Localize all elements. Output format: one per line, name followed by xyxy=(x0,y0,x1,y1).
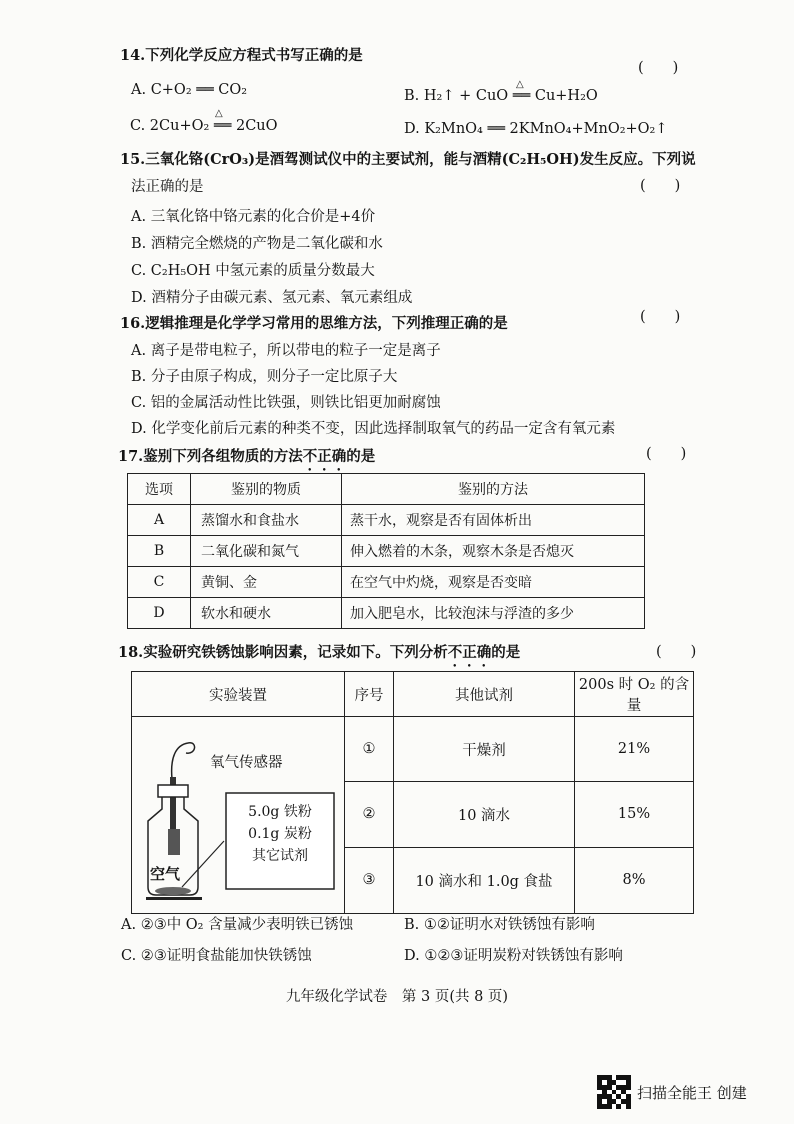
q14-option-a: A. C+O₂ ══ CO₂ xyxy=(131,82,248,98)
q15-stem-line1: 15.三氧化铬(CrO₃)是酒驾测试仪中的主要试剂，能与酒精(C₂H₅OH)发生反应。下列说 xyxy=(120,151,696,168)
table-row xyxy=(132,717,694,782)
q17-row-d-option: D xyxy=(128,598,191,629)
q17-header-option: 选项 xyxy=(128,474,191,505)
table-row xyxy=(128,505,645,536)
reagent-iron: 5.0g 铁粉 xyxy=(248,804,312,820)
scanner-watermark xyxy=(597,1075,747,1109)
q18-table xyxy=(131,671,694,914)
q17-bracket: ( ) xyxy=(646,446,687,462)
q18-header-apparatus: 实验装置 xyxy=(132,672,345,717)
q17-row-c-option: C xyxy=(128,567,191,598)
reagent-carbon: 0.1g 炭粉 xyxy=(248,826,312,842)
q17-stem-post: 的是 xyxy=(346,448,376,465)
q15-option-a: A. 三氧化铬中铬元素的化合价是+4价 xyxy=(131,209,376,225)
q18-row3-reagent: 10 滴水和 1.0g 食盐 xyxy=(394,847,575,913)
scanner-text: 扫描全能王 创建 xyxy=(637,1083,747,1102)
q17-row-b-substances: 二氧化碳和氮气 xyxy=(191,536,342,567)
q18-row2-number: ② xyxy=(345,782,394,847)
q17-row-a-substances: 蒸馏水和食盐水 xyxy=(191,505,342,536)
q18-header-reagent: 其他试剂 xyxy=(394,672,575,717)
q15-bracket: ( ) xyxy=(640,178,681,194)
q18-row1-o2: 21% xyxy=(575,717,694,782)
q18-bracket: ( ) xyxy=(656,644,697,660)
q18-apparatus-cell xyxy=(132,717,345,914)
q16-option-a: A. 离子是带电粒子，所以带电的粒子一定是离子 xyxy=(131,343,441,359)
q17-row-a-option: A xyxy=(128,505,191,536)
table-row xyxy=(128,536,645,567)
q15-option-b: B. 酒精完全燃烧的产物是二氧化碳和水 xyxy=(131,236,383,252)
q17-header-substances: 鉴别的物质 xyxy=(191,474,342,505)
q18-table-header xyxy=(132,672,694,717)
q17-row-d-method: 加入肥皂水，比较泡沫与浮渣的多少 xyxy=(342,598,645,629)
q18-stem-pre: 18.实验研究铁锈蚀影响因素，记录如下。下列分析 xyxy=(118,644,448,661)
q15-option-c: C. C₂H₅OH 中氢元素的质量分数最大 xyxy=(131,263,375,279)
q18-option-a: A. ②③中 O₂ 含量减少表明铁已锈蚀 xyxy=(121,917,354,933)
q18-option-b: B. ①②证明水对铁锈蚀有影响 xyxy=(404,917,595,933)
q17-row-c-method: 在空气中灼烧，观察是否变暗 xyxy=(342,567,645,598)
q18-header-number: 序号 xyxy=(345,672,394,717)
q17-table xyxy=(127,473,645,629)
q16-stem: 16.逻辑推理是化学学习常用的思维方法，下列推理正确的是 xyxy=(120,315,508,332)
q16-option-b: B. 分子由原子构成，则分子一定比原子大 xyxy=(131,369,398,385)
q14-stem: 14.下列化学反应方程式书写正确的是 xyxy=(120,47,363,64)
reagent-other: 其它试剂 xyxy=(252,848,308,864)
q14-option-c: C. 2Cu+O₂ ══ 2CuO xyxy=(130,118,278,134)
q18-stem-emphasis: 不正确 xyxy=(447,644,492,661)
q18-stem xyxy=(118,641,520,670)
q18-option-c: C. ②③证明食盐能加快铁锈蚀 xyxy=(121,948,312,964)
q17-row-a-method: 蒸干水，观察是否有固体析出 xyxy=(342,505,645,536)
q14-delta-c: △ xyxy=(215,108,223,119)
q14-option-b: B. H₂↑ + CuO ══ Cu+H₂O xyxy=(404,88,598,104)
air-label: 空气 xyxy=(150,865,181,883)
q14-option-d: D. K₂MnO₄ ══ 2KMnO₄+MnO₂+O₂↑ xyxy=(404,121,668,137)
q14-delta-b: △ xyxy=(516,79,524,90)
q18-stem-post: 的是 xyxy=(491,644,521,661)
q17-stem xyxy=(118,445,375,474)
q17-row-b-method: 伸入燃着的木条，观察木条是否熄灭 xyxy=(342,536,645,567)
reagent-box xyxy=(226,801,334,867)
q18-row1-reagent: 干燥剂 xyxy=(394,717,575,782)
table-row xyxy=(128,598,645,629)
q16-option-c: C. 铝的金属活动性比铁强，则铁比铝更加耐腐蚀 xyxy=(131,395,441,411)
page-footer: 九年级化学试卷 第 3 页(共 8 页) xyxy=(285,989,509,1005)
q15-stem-line2: 法正确的是 xyxy=(131,179,204,195)
q18-row2-reagent: 10 滴水 xyxy=(394,782,575,847)
q17-row-b-option: B xyxy=(128,536,191,567)
oxygen-sensor-label: 氧气传感器 xyxy=(210,755,283,771)
q17-table-header xyxy=(128,474,645,505)
qr-code-icon xyxy=(597,1075,631,1109)
q18-option-d: D. ①②③证明炭粉对铁锈蚀有影响 xyxy=(404,948,623,964)
q17-stem-pre: 17.鉴别下列各组物质的方法 xyxy=(118,448,303,465)
q17-stem-emphasis: 不正确 xyxy=(302,448,347,465)
q18-row1-number: ① xyxy=(345,717,394,782)
q17-row-c-substances: 黄铜、金 xyxy=(191,567,342,598)
table-row xyxy=(128,567,645,598)
q18-row3-number: ③ xyxy=(345,847,394,913)
q18-header-o2: 200s 时 O₂ 的含量 xyxy=(575,672,694,717)
q18-row2-o2: 15% xyxy=(575,782,694,847)
q16-bracket: ( ) xyxy=(640,309,681,325)
q17-row-d-substances: 软水和硬水 xyxy=(191,598,342,629)
q15-option-d: D. 酒精分子由碳元素、氢元素、氧元素组成 xyxy=(131,290,413,306)
q17-header-method: 鉴别的方法 xyxy=(342,474,645,505)
q16-option-d: D. 化学变化前后元素的种类不变，因此选择制取氧气的药品一定含有氧元素 xyxy=(131,421,616,437)
q14-bracket: ( ) xyxy=(638,60,679,76)
q18-row3-o2: 8% xyxy=(575,847,694,913)
